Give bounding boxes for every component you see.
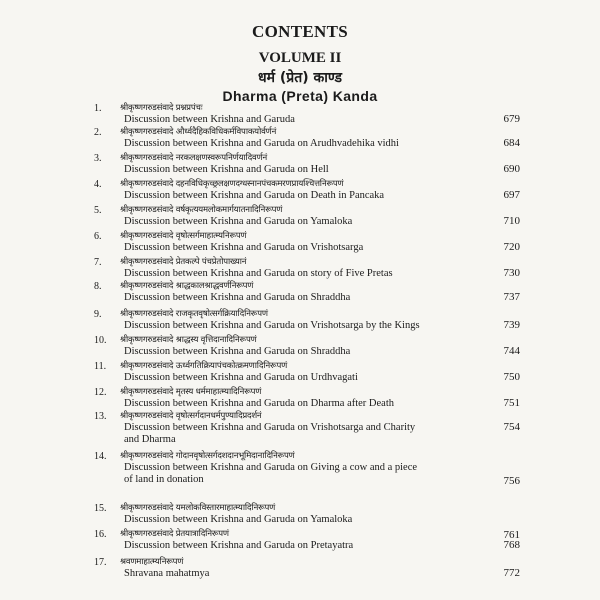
entry-number: 14. xyxy=(94,451,107,462)
entry-sanskrit-title: श्रीकृष्णगरुडसंवादे प्रश्नप्रपंचः xyxy=(120,103,203,113)
entry-english-title: Discussion between Krishna and Garuda on Shraddha xyxy=(124,346,351,357)
entry-page-number: 690 xyxy=(503,163,520,175)
entry-english-title: Discussion between Krishna and Garuda on Shraddha xyxy=(124,292,351,303)
entry-page-number: 761 xyxy=(503,529,520,541)
entry-sanskrit-title: श्रीकृष्णगरुडसंवादे नरकलक्षणस्वरूपनिर्णयादिवर्णनं xyxy=(120,153,268,163)
entry-sanskrit-title: श्रीकृष्णगरुडसंवादे वृषोत्सर्गदानधर्मपुण्यादिप्रदर्शनं xyxy=(120,411,262,421)
entry-page-number: 697 xyxy=(503,189,520,201)
entry-sanskrit-title: श्रीकृष्णगरुडसंवादे मृतस्य धर्ममाहात्म्यादिनिरूपणं xyxy=(120,387,262,397)
entry-page-number: 768 xyxy=(503,539,520,551)
entry-sanskrit-title: श्रीकृष्णगरुडसंवादे दहनविधिकृच्छ्रलक्षणदग्धस्नानपंचकमरणप्रायश्चित्तनिरूपणं xyxy=(120,179,344,189)
entry-number: 15. xyxy=(94,503,107,514)
entry-english-title: Discussion between Krishna and Garuda on Vrishotsarga and Charity xyxy=(124,422,416,433)
entry-page-number: 750 xyxy=(503,371,520,383)
entry-sanskrit-title: श्रीकृष्णगरुडसंवादे प्रेतयात्रादिनिरूपणं xyxy=(120,529,229,539)
entry-english-title: Discussion between Krishna and Garuda on Dharma after Death xyxy=(124,398,394,409)
entry-number: 6. xyxy=(94,231,102,242)
entry-sanskrit-title: श्रीकृष्णगरुडसंवादे ऊर्ध्वगतिक्रियापंचकोत्क्रमणादिनिरूपणं xyxy=(120,361,288,371)
entry-number: 8. xyxy=(94,281,102,292)
entry-english-title: and Dharma xyxy=(124,434,176,445)
entry-english-title: Discussion between Krishna and Garuda on Arudhvadehika vidhi xyxy=(124,138,399,149)
entry-number: 4. xyxy=(94,179,102,190)
entry-page-number: 737 xyxy=(503,291,520,303)
entry-page-number: 710 xyxy=(503,215,520,227)
entry-english-title: Discussion between Krishna and Garuda on Hell xyxy=(124,164,329,175)
entry-english-title: Shravana mahatmya xyxy=(124,568,210,579)
entry-page-number: 684 xyxy=(503,137,520,149)
entry-english-title: Discussion between Krishna and Garuda on Vrishotsarga by the Kings xyxy=(124,320,420,331)
entry-number: 9. xyxy=(94,309,102,320)
entry-sanskrit-title: श्रीकृष्णगरुडसंवादे वर्षकृत्ययमलोकमार्गयातनादिनिरूपणं xyxy=(120,205,283,215)
entry-number: 11. xyxy=(94,361,107,372)
entry-page-number: 756 xyxy=(503,475,520,487)
entry-english-title: Discussion between Krishna and Garuda on story of Five Pretas xyxy=(124,268,393,279)
entry-page-number: 754 xyxy=(503,421,520,433)
entry-number: 12. xyxy=(94,387,107,398)
entry-number: 16. xyxy=(94,529,107,540)
entry-english-title: Discussion between Krishna and Garuda xyxy=(124,114,295,125)
entry-english-title: Discussion between Krishna and Garuda on Death in Pancaka xyxy=(124,190,385,201)
entry-number: 2. xyxy=(94,127,102,138)
entry-sanskrit-title: श्रीकृष्णगरुडसंवादे गोदानवृषोत्सर्गदशदानभूमिदानादिनिरूपणं xyxy=(120,451,295,461)
entry-sanskrit-title: श्रीकृष्णगरुडसंवादे वृषोत्सर्गमाहात्म्यनिरूपणं xyxy=(120,231,247,241)
entry-english-title: Discussion between Krishna and Garuda on Urdhvagati xyxy=(124,372,358,383)
entry-english-title: Discussion between Krishna and Garuda on Vrishotsarga xyxy=(124,242,364,253)
entry-sanskrit-title: श्रवणमाहात्म्यनिरूपणं xyxy=(120,557,184,567)
entry-number: 7. xyxy=(94,257,102,268)
entry-page-number: 730 xyxy=(503,267,520,279)
entry-page-number: 739 xyxy=(503,319,520,331)
contents-list xyxy=(0,102,600,582)
entry-number: 1. xyxy=(94,103,102,114)
entry-english-title: of land in donation xyxy=(124,474,204,485)
section-heading-devanagari: धर्म (प्रेत) काण्ड xyxy=(258,70,342,86)
entry-number: 5. xyxy=(94,205,102,216)
entry-number: 13. xyxy=(94,411,107,422)
entry-english-title: Discussion between Krishna and Garuda on Yamaloka xyxy=(124,216,353,227)
entry-sanskrit-title: श्रीकृष्णगरुडसंवादे श्राद्धस्य वृत्तिदानादिनिरूपणं xyxy=(120,335,257,345)
entry-sanskrit-title: श्रीकृष्णगरुडसंवादे और्ध्वदैहिकविधिकर्मविपाकयोर्वर्णनं xyxy=(120,127,277,137)
entry-english-title: Discussion between Krishna and Garuda on Giving a cow and a piece xyxy=(124,462,418,473)
section-heading-roman: Dharma (Preta) Kanda xyxy=(222,88,378,104)
entry-english-title: Discussion between Krishna and Garuda on Pretayatra xyxy=(124,540,354,551)
entry-page-number: 772 xyxy=(503,567,520,579)
entry-sanskrit-title: श्रीकृष्णगरुडसंवादे यमलोकविस्तारमाहात्म्यादिनिरूपणं xyxy=(120,503,276,513)
page-title: CONTENTS xyxy=(252,22,348,41)
entry-page-number: 751 xyxy=(503,397,520,409)
entry-page-number: 744 xyxy=(503,345,520,357)
entry-english-title: Discussion between Krishna and Garuda on Yamaloka xyxy=(124,514,353,525)
volume-heading: VOLUME II xyxy=(258,50,342,66)
entry-page-number: 679 xyxy=(503,113,520,125)
entry-number: 3. xyxy=(94,153,102,164)
entry-sanskrit-title: श्रीकृष्णगरुडसंवादे श्राद्धकालश्राद्धवर्णनिरूपणं xyxy=(120,281,254,291)
entry-page-number: 720 xyxy=(503,241,520,253)
entry-sanskrit-title: श्रीकृष्णगरुडसंवादे प्रेतकल्पे पंचप्रेतोपाख्यानं xyxy=(120,257,247,267)
entry-number: 17. xyxy=(94,557,107,568)
entry-sanskrit-title: श्रीकृष्णगरुडसंवादे राजकृतवृषोत्सर्गक्रियादिनिरूपणं xyxy=(120,309,268,319)
entry-number: 10. xyxy=(94,335,107,346)
